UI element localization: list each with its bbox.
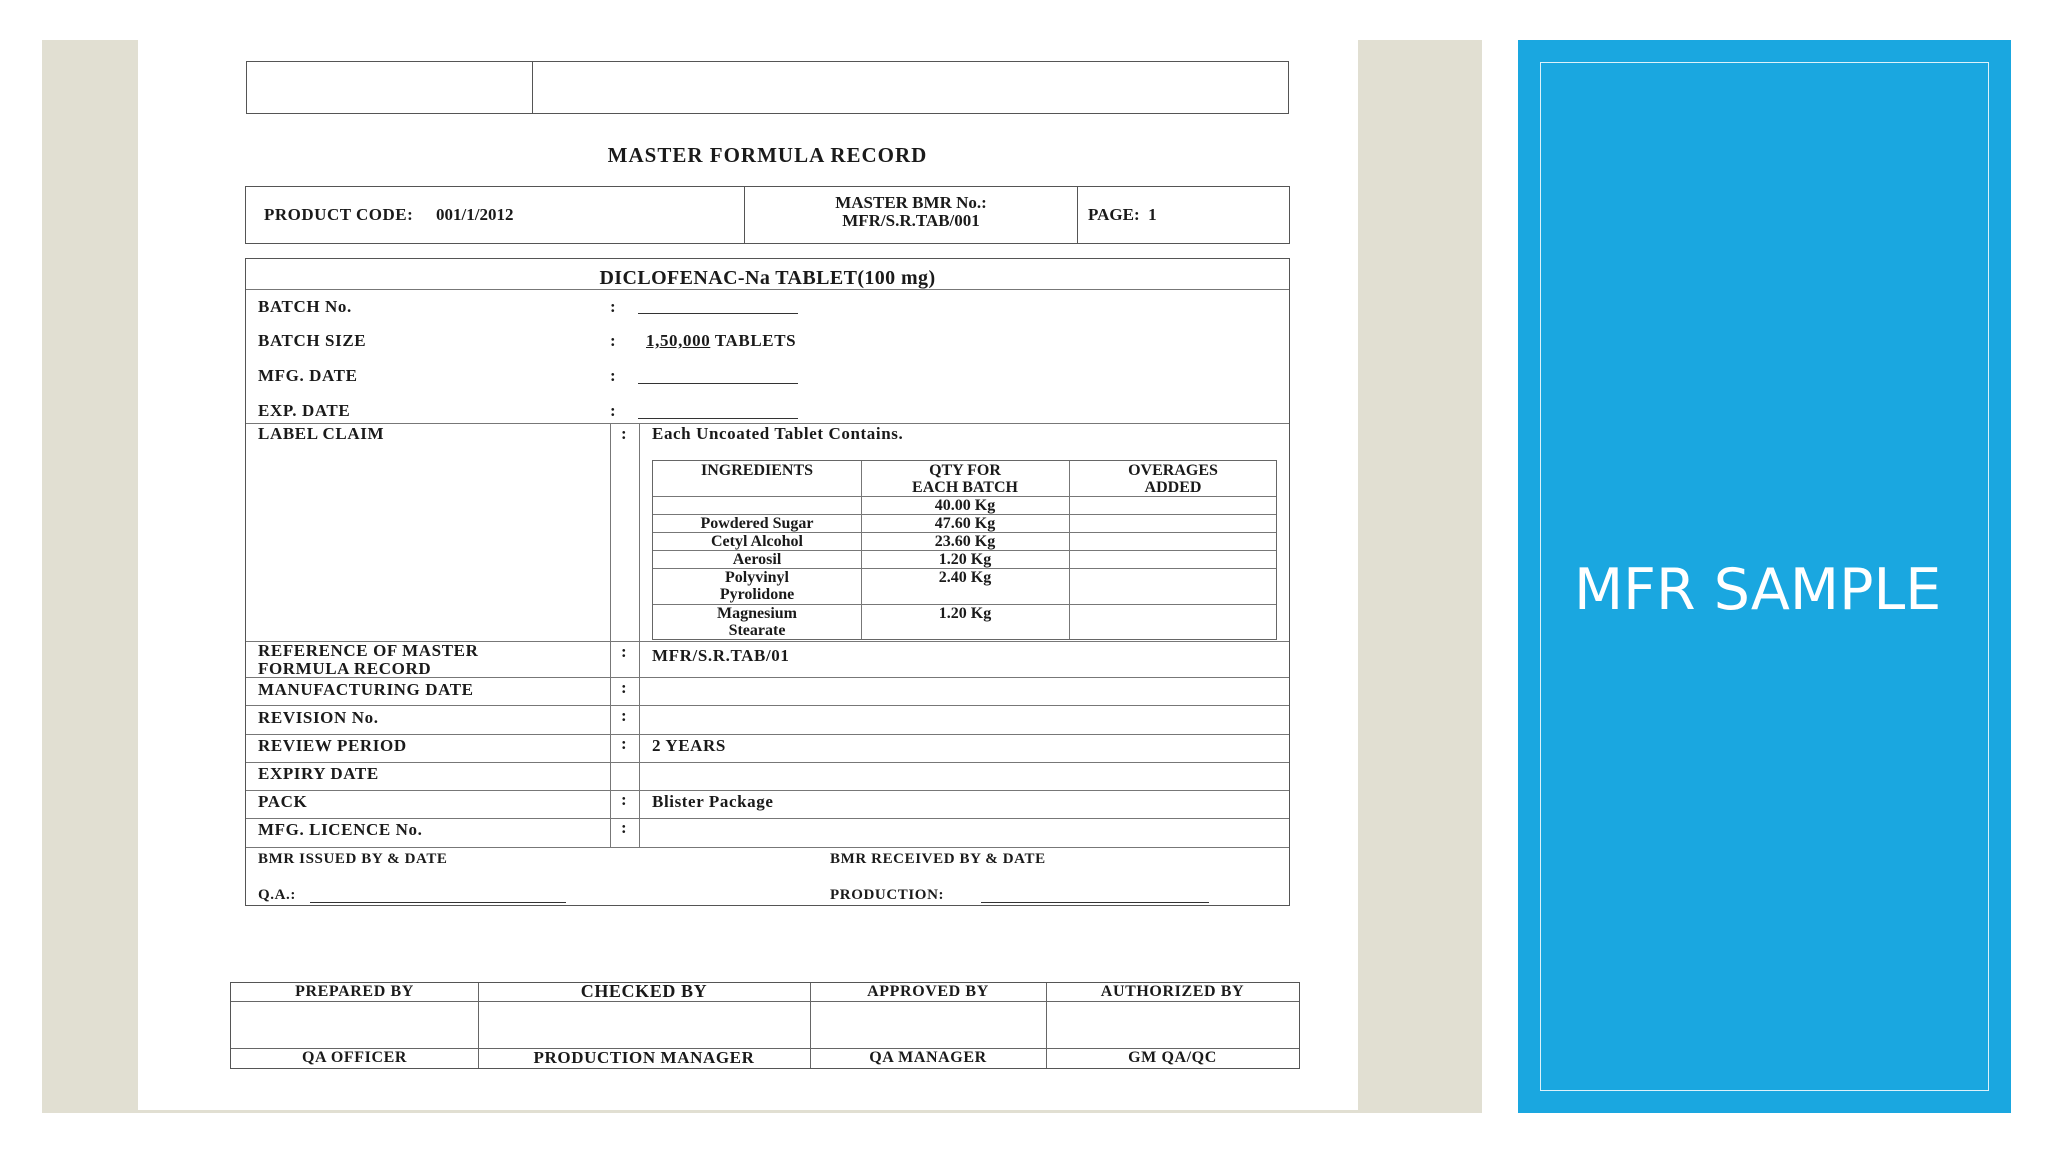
header-divider xyxy=(744,187,745,243)
production-label: PRODUCTION: xyxy=(830,887,945,903)
product-name: DICLOFENAC-Na TABLET(100 mg) xyxy=(599,267,936,289)
overages-header-line1: OVERAGES xyxy=(1128,462,1218,479)
batch-size-number: 1,50,000 xyxy=(646,331,711,350)
qa-manager-role: QA MANAGER xyxy=(869,1049,987,1066)
reference-value: MFR/S.R.TAB/01 xyxy=(652,646,790,665)
mfg-date-label: MFG. DATE xyxy=(258,366,358,385)
page-label: PAGE: xyxy=(1088,205,1140,224)
ingredient-name-line1: Magnesium xyxy=(717,605,797,622)
colon: : xyxy=(621,642,627,661)
overages-header xyxy=(1069,462,1277,496)
ingredient-name: Powdered Sugar xyxy=(700,515,814,532)
colon: : xyxy=(621,678,627,697)
batch-size-label: BATCH SIZE xyxy=(258,331,367,350)
ingredient-qty: 2.40 Kg xyxy=(938,569,992,586)
colon: : xyxy=(621,424,627,443)
exp-date-label: EXP. DATE xyxy=(258,401,351,420)
production-manager-role: PRODUCTION MANAGER xyxy=(533,1048,755,1067)
expiry-date-label: EXPIRY DATE xyxy=(258,764,379,783)
header-divider xyxy=(1077,187,1078,243)
row-divider xyxy=(246,847,1289,848)
colon: : xyxy=(621,790,627,809)
qa-signature xyxy=(258,887,296,904)
qa-label: Q.A.: xyxy=(258,887,296,903)
colon: : xyxy=(610,366,616,385)
ingredient-name: Cetyl Alcohol xyxy=(711,533,803,550)
review-period-label: REVIEW PERIOD xyxy=(258,736,407,755)
column-divider xyxy=(610,423,611,847)
ingredients-table xyxy=(652,460,1277,640)
reference-label-line1: REFERENCE OF MASTER xyxy=(258,641,479,660)
ingredients-header: INGREDIENTS xyxy=(700,462,814,479)
gm-qa-qc-role: GM QA/QC xyxy=(1128,1049,1217,1066)
production-signature xyxy=(830,887,944,904)
checked-by-header: CHECKED BY xyxy=(580,981,708,1001)
ingredient-name xyxy=(653,569,861,603)
product-code-label: PRODUCT CODE: xyxy=(264,205,414,224)
document-top-box xyxy=(246,61,1289,114)
colon: : xyxy=(621,818,627,837)
ingredient-name-line2: Pyrolidone xyxy=(719,586,795,603)
pack-label: PACK xyxy=(258,792,308,811)
pack-value: Blister Package xyxy=(652,792,774,811)
ingredient-qty: 1.20 Kg xyxy=(938,605,992,622)
master-bmr-value: MFR/S.R.TAB/001 xyxy=(842,211,980,230)
revision-no-label: REVISION No. xyxy=(258,708,379,727)
reference-label-line2: FORMULA RECORD xyxy=(258,659,432,678)
batch-no-label: BATCH No. xyxy=(258,297,352,316)
qty-header xyxy=(861,462,1069,496)
ingredient-qty: 23.60 Kg xyxy=(934,533,996,550)
authorized-by-header: AUTHORIZED BY xyxy=(1100,983,1245,1000)
exp-date-blank xyxy=(638,418,798,419)
ingredient-name: Aerosil xyxy=(732,551,782,568)
bmr-received-label: BMR RECEIVED BY & DATE xyxy=(830,851,1046,867)
production-signature-blank xyxy=(981,902,1209,903)
review-period-value: 2 YEARS xyxy=(652,736,726,755)
manufacturing-date-label: MANUFACTURING DATE xyxy=(258,680,474,699)
qty-header-line2: EACH BATCH xyxy=(912,479,1018,496)
batch-size-value xyxy=(646,331,796,351)
ingredient-qty: 1.20 Kg xyxy=(938,551,992,568)
colon: : xyxy=(610,331,616,350)
prepared-by-header: PREPARED BY xyxy=(295,983,414,1000)
ingredient-qty: 47.60 Kg xyxy=(934,515,996,532)
overages-header-line2: ADDED xyxy=(1144,479,1202,496)
row-divider xyxy=(246,818,1289,819)
approved-by-header: APPROVED BY xyxy=(867,983,989,1000)
ingredient-qty: 40.00 Kg xyxy=(934,497,996,514)
column-divider xyxy=(639,423,640,847)
reference-label xyxy=(258,642,478,678)
colon: : xyxy=(610,401,616,420)
colon: : xyxy=(621,734,627,753)
row-divider xyxy=(246,734,1289,735)
product-code-value: 001/1/2012 xyxy=(436,205,514,224)
ingredient-name xyxy=(653,605,861,639)
qty-header-line1: QTY FOR xyxy=(929,462,1001,479)
slide-title: MFR SAMPLE xyxy=(1574,557,1942,623)
qa-signature-blank xyxy=(310,902,566,903)
qa-officer-role: QA OFFICER xyxy=(301,1049,408,1066)
document-header-row xyxy=(245,186,1290,244)
mfg-date-blank xyxy=(638,383,798,384)
ingredient-name-line2: Stearate xyxy=(728,622,786,639)
document-heading: MASTER FORMULA RECORD xyxy=(607,143,928,167)
bmr-issued-label: BMR ISSUED BY & DATE xyxy=(258,851,448,867)
mfg-licence-label: MFG. LICENCE No. xyxy=(258,820,423,839)
colon: : xyxy=(621,706,627,725)
title-panel xyxy=(1518,40,2011,1113)
ingredient-name-line1: Polyvinyl xyxy=(724,569,789,586)
row-divider xyxy=(246,762,1289,763)
batch-no-blank xyxy=(638,313,798,314)
master-bmr xyxy=(746,194,1076,230)
row-divider xyxy=(246,677,1289,678)
row-divider xyxy=(246,790,1289,791)
label-claim-value: Each Uncoated Tablet Contains. xyxy=(652,424,904,443)
page-number xyxy=(1088,205,1157,225)
batch-size-unit: TABLETS xyxy=(714,331,797,350)
row-divider xyxy=(246,289,1289,290)
signatures-table xyxy=(230,982,1300,1069)
row-divider xyxy=(246,705,1289,706)
page-value: 1 xyxy=(1148,205,1157,224)
top-box-divider xyxy=(532,62,533,113)
master-bmr-label: MASTER BMR No.: xyxy=(835,193,987,212)
colon: : xyxy=(610,297,616,316)
label-claim-label: LABEL CLAIM xyxy=(258,424,385,443)
